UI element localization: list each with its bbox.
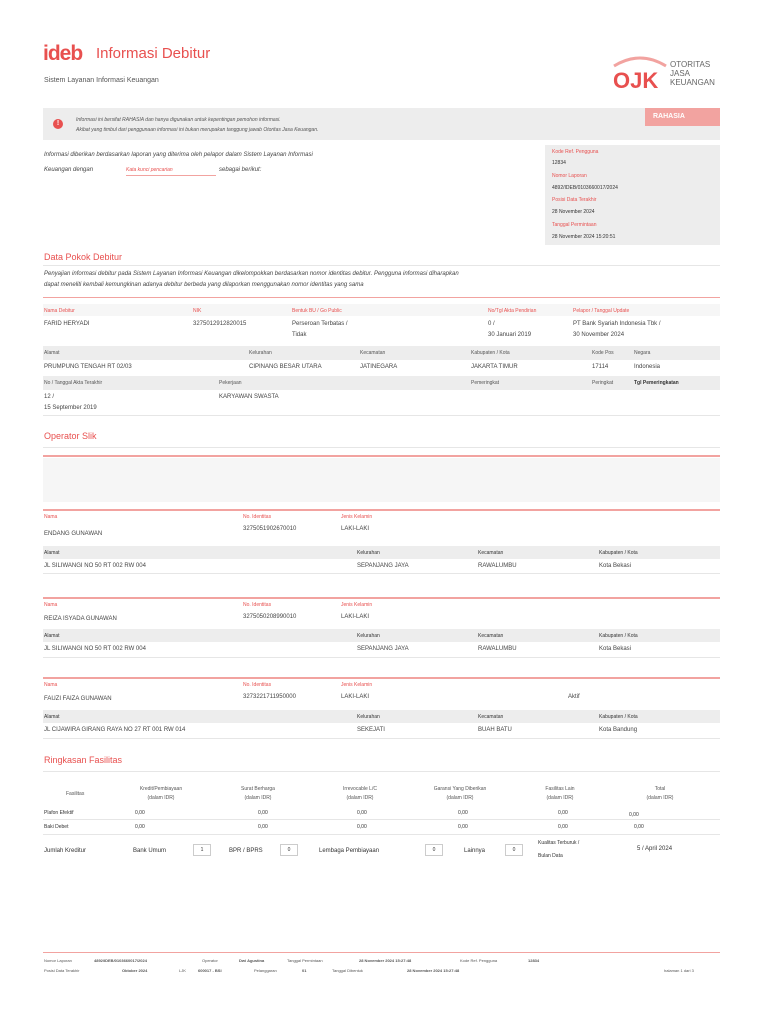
label-nama-debitur: Nama Debitur <box>44 308 75 314</box>
ideb-logo: ideb <box>43 42 83 65</box>
footer-value: 600017 - BSI <box>198 968 222 973</box>
label-kabupaten: Kabupaten / Kota <box>599 550 638 556</box>
ojk-logo <box>610 52 668 92</box>
cell-value: 0,00 <box>135 810 145 816</box>
divider <box>43 447 720 448</box>
label-alamat: Alamat <box>44 633 60 639</box>
label-kelurahan: Kelurahan <box>357 633 380 639</box>
col-header-line: Garansi Yang Diberikan <box>433 786 487 792</box>
col-header-line: Total <box>654 786 666 792</box>
value-bentuk-1: Perseroan Terbatas / <box>292 321 348 327</box>
section-title-pokok: Data Pokok Debitur <box>44 252 123 262</box>
label-kelurahan: Kelurahan <box>249 350 272 356</box>
label-nama: Nama <box>44 682 58 688</box>
cell-value: 0,00 <box>458 824 468 830</box>
footer-label: Posisi Data Terakhir <box>44 968 80 973</box>
footer-value: 01 <box>302 968 307 973</box>
footer-row-1 <box>44 958 720 966</box>
ojk-text <box>670 60 715 87</box>
value-negara: Indonesia <box>634 364 661 370</box>
value-kelurahan: SEPANJANG JAYA <box>357 563 409 569</box>
cell-value: 0,00 <box>357 824 367 830</box>
footer-label: Kode Ref. Pengguna <box>460 958 498 963</box>
value-pelapor-2: 30 November 2024 <box>573 332 625 338</box>
notice-line-1: Informasi ini bersifat RAHASIA dan hanya digunakan untuk kepentingan pemohon informasi. <box>76 117 281 123</box>
page-number: halaman 1 dari 3 <box>664 968 694 973</box>
lembaga-label: Lembaga Pembiayaan <box>319 848 380 854</box>
value-alamat: JL SILIWANGI NO 50 RT 002 RW 004 <box>44 563 146 569</box>
divider <box>43 657 720 658</box>
cell-value: 0,00 <box>258 810 268 816</box>
value-akta-2: 30 Januari 2019 <box>488 332 532 338</box>
value-kabupaten: Kota Bandung <box>599 727 638 733</box>
divider <box>43 738 720 739</box>
value-akta-terakhir-1: 12 / <box>44 394 55 400</box>
kualitas-value: 5 / April 2024 <box>637 846 673 852</box>
cell-value: 0,00 <box>629 812 639 818</box>
value-pelapor-1: PT Bank Syariah Indonesia Tbk / <box>573 321 661 327</box>
info-icon: ! <box>53 119 63 129</box>
row-label: Plafon Efektif <box>44 810 74 816</box>
label-jenis-kelamin: Jenis Kelamin <box>341 602 373 608</box>
meta-box <box>545 145 720 245</box>
notice-line-2: Akibat yang timbul dari penggunaan informasi ini bukan merupakan tanggung jawab Otoritas Jasa Keuangan. <box>76 127 319 133</box>
footer-label: Pelanggaran <box>254 968 277 973</box>
page-subtitle: Sistem Layanan Informasi Keuangan <box>44 77 159 84</box>
label-akta: No/Tgl Akta Pendirian <box>488 308 537 314</box>
value-bentuk-2: Tidak <box>292 332 307 338</box>
label-alamat: Alamat <box>44 714 60 720</box>
value-kecamatan: BUAH BATU <box>478 727 512 733</box>
value-kabupaten: Kota Bekasi <box>599 563 632 569</box>
label-no-identitas: No. Identitas <box>243 682 272 688</box>
label-kecamatan: Kecamatan <box>478 633 504 639</box>
footer-value: 28 November 2024 15:27:48 <box>407 968 460 973</box>
bpr-count: 0 <box>280 844 298 856</box>
value-kecamatan: RAWALUMBU <box>478 646 517 652</box>
label-kelurahan: Kelurahan <box>357 550 380 556</box>
label-kecamatan: Kecamatan <box>360 350 386 356</box>
value-kabupaten: Kota Bekasi <box>599 646 632 652</box>
kualitas-label-1: Kualitas Terburuk / <box>538 840 580 846</box>
col-header <box>630 785 690 803</box>
ojk-text-line: JASA <box>670 69 691 78</box>
label-tgl-pemeringkatan: Tgl Pemeringkatan <box>634 380 679 386</box>
label-kelurahan: Kelurahan <box>357 714 380 720</box>
search-keyword: Kata kunci pencarian <box>126 167 216 176</box>
col-header <box>131 785 191 803</box>
red-divider <box>43 455 720 457</box>
label-pelapor: Pelapor / Tanggal Update <box>573 308 630 314</box>
red-divider <box>43 597 720 599</box>
bank-umum-label: Bank Umum <box>133 848 167 854</box>
value-nama: ENDANG GUNAWAN <box>44 531 103 537</box>
divider <box>43 771 720 772</box>
label-jenis-kelamin: Jenis Kelamin <box>341 682 373 688</box>
intro-line-2-pre: Keuangan dengan <box>44 167 94 173</box>
col-header-line: (dalam IDR) <box>546 795 574 801</box>
value-no-identitas: 3273221711950000 <box>243 694 296 700</box>
col-header <box>530 785 590 803</box>
label-kecamatan: Kecamatan <box>478 714 504 720</box>
divider <box>43 834 720 835</box>
lainnya-count: 0 <box>505 844 523 856</box>
pokok-desc-1: Penyajian informasi debitur pada Sistem Layanan Informasi Keuangan dikelompokkan berdasarkan nomor identitas debitur. Pengguna informasi diharapkan <box>44 271 459 277</box>
label-alamat: Alamat <box>44 550 60 556</box>
ojk-text-line: KEUANGAN <box>670 78 715 87</box>
footer-label: Tanggal Permintaan <box>287 958 323 963</box>
lainnya-label: Lainnya <box>464 848 486 854</box>
kode-ref-label: Kode Ref. Pengguna <box>552 149 599 155</box>
col-header-line: (dalam IDR) <box>244 795 272 801</box>
footer-label: Operator <box>202 958 218 963</box>
section-title-fasilitas: Ringkasan Fasilitas <box>44 755 123 765</box>
cell-value: 0,00 <box>558 810 568 816</box>
label-nik: NIK <box>193 308 202 314</box>
value-alamat: JL CIJAWIRA GIRANG RAYA NO 27 RT 001 RW 014 <box>44 727 186 733</box>
col-header <box>228 785 288 803</box>
pokok-row3-header <box>43 376 720 390</box>
cell-value: 0,00 <box>458 810 468 816</box>
posisi-value: 28 November 2024 <box>552 209 595 215</box>
label-no-identitas: No. Identitas <box>243 602 272 608</box>
value-nama: FAUZI FAIZA GUNAWAN <box>44 696 112 702</box>
kualitas-label-2: Bulan Data <box>538 853 563 859</box>
value-nama: REIZA ISYADA GUNAWAN <box>44 616 117 622</box>
page-title: Informasi Debitur <box>96 45 211 62</box>
value-alamat: JL SILIWANGI NO 50 RT 002 RW 004 <box>44 646 146 652</box>
footer-value: Dwi Agustina <box>239 958 265 963</box>
value-kodepos: 17114 <box>592 364 609 370</box>
red-divider <box>43 297 720 298</box>
footer-label: Nomor Laporan <box>44 958 72 963</box>
footer-label: LJK <box>179 968 186 973</box>
col-header-line: Irrevocable L/C <box>343 786 377 792</box>
label-kecamatan: Kecamatan <box>478 550 504 556</box>
value-kabupaten: JAKARTA TIMUR <box>471 364 518 370</box>
value-no-identitas: 3275051902670010 <box>243 526 297 532</box>
label-no-identitas: No. Identitas <box>243 514 272 520</box>
value-status: Aktif <box>568 694 580 700</box>
cell-value: 0,00 <box>634 824 644 830</box>
footer-value: 4892/IDEB/0103660017/2024 <box>94 958 147 963</box>
value-no-identitas: 3275050208990010 <box>243 614 297 620</box>
col-header-line: (dalam IDR) <box>646 795 674 801</box>
label-pekerjaan: Pekerjaan <box>219 380 242 386</box>
value-jenis-kelamin: LAKI-LAKI <box>341 614 370 620</box>
value-pekerjaan: KARYAWAN SWASTA <box>219 394 279 400</box>
label-kabupaten: Kabupaten / Kota <box>599 714 638 720</box>
nomor-laporan-label: Nomor Laporan <box>552 173 587 179</box>
lembaga-count: 0 <box>425 844 443 856</box>
red-divider <box>43 509 720 511</box>
nomor-laporan-value: 4892/IDEB/0103660017/2024 <box>552 185 618 191</box>
operator-empty-box <box>43 458 720 502</box>
label-jenis-kelamin: Jenis Kelamin <box>341 514 373 520</box>
label-peringkat: Peringkat <box>592 380 614 386</box>
footer-label: Tanggal Dibentuk <box>332 968 363 973</box>
label-kabupaten: Kabupaten / Kota <box>599 633 638 639</box>
value-kelurahan: CIPINANG BESAR UTARA <box>249 364 322 370</box>
col-header-line: Kredit/Pembiayaan <box>139 786 183 792</box>
section-title-operator: Operator Slik <box>44 431 97 441</box>
col-header <box>330 785 390 803</box>
divider <box>43 573 720 574</box>
col-header-line: (dalam IDR) <box>147 795 175 801</box>
intro-line-2-post: sebagai berikut: <box>219 167 262 173</box>
value-kelurahan: SEPANJANG JAYA <box>357 646 409 652</box>
tanggal-value: 28 November 2024 15:20:51 <box>552 234 616 240</box>
bpr-label: BPR / BPRS <box>229 848 263 854</box>
col-header-line: (dalam IDR) <box>346 795 374 801</box>
footer-value: 12834 <box>528 958 540 963</box>
value-nik: 3275012912820015 <box>193 321 247 327</box>
label-akta-terakhir: No / Tanggal Akta Terakhir <box>44 380 103 386</box>
label-nama: Nama <box>44 602 58 608</box>
value-jenis-kelamin: LAKI-LAKI <box>341 526 370 532</box>
label-kabupaten: Kabupaten / Kota <box>471 350 510 356</box>
notice-box <box>43 108 720 140</box>
footer-value: 28 November 2024 15:27:48 <box>359 958 412 963</box>
intro-line-1: Informasi diberikan berdasarkan laporan yang diterima oleh pelapor dalam Sistem Layanan Informasi <box>44 152 313 158</box>
rahasia-badge: RAHASIA <box>645 108 720 126</box>
pokok-desc-2: dapat meneliti kembali kemungkinan adanya debitur berbeda yang dilaporkan menggunakan nomor identitas yang sama <box>44 282 364 288</box>
label-nama: Nama <box>44 514 58 520</box>
cell-value: 0,00 <box>357 810 367 816</box>
cell-value: 0,00 <box>558 824 568 830</box>
cell-value: 0,00 <box>258 824 268 830</box>
col-fasilitas: Fasilitas <box>66 791 85 797</box>
kode-ref-value: 12834 <box>552 160 566 166</box>
tanggal-label: Tanggal Permintaan <box>552 222 597 228</box>
value-jenis-kelamin: LAKI-LAKI <box>341 694 370 700</box>
svg-text:OJK: OJK <box>613 68 659 92</box>
value-nama-debitur: FARID HERYADI <box>44 321 90 327</box>
footer-divider <box>43 952 720 953</box>
label-alamat: Alamat <box>44 350 60 356</box>
value-akta-1: 0 / <box>488 321 495 327</box>
col-header-line: (dalam IDR) <box>446 795 474 801</box>
jumlah-kreditur-label: Jumlah Kreditur <box>44 848 87 854</box>
footer-row-2 <box>44 968 720 976</box>
value-kecamatan: JATINEGARA <box>360 364 398 370</box>
ojk-text-line: OTORITAS <box>670 60 711 69</box>
value-akta-terakhir-2: 15 September 2019 <box>44 405 97 411</box>
divider <box>43 265 720 266</box>
value-kelurahan: SEKEJATI <box>357 727 385 733</box>
footer-value: Oktober 2024 <box>122 968 148 973</box>
col-header-line: Surat Berharga <box>241 786 275 792</box>
cell-value: 0,00 <box>135 824 145 830</box>
row-label: Baki Debet <box>44 824 69 830</box>
value-kecamatan: RAWALUMBU <box>478 563 517 569</box>
bank-umum-count: 1 <box>193 844 211 856</box>
label-pemeringkat: Pemeringkat <box>471 380 500 386</box>
red-divider <box>43 677 720 679</box>
divider <box>43 819 720 820</box>
label-negara: Negara <box>634 350 651 356</box>
value-alamat: PRUMPUNG TENGAH RT 02/03 <box>44 364 132 370</box>
label-kodepos: Kode Pos <box>592 350 614 356</box>
divider <box>43 415 720 416</box>
col-header-line: Fasilitas Lain <box>545 786 575 792</box>
label-bentuk: Bentuk BU / Go Public <box>292 308 342 314</box>
posisi-label: Posisi Data Terakhir <box>552 197 597 203</box>
col-header <box>420 785 500 803</box>
